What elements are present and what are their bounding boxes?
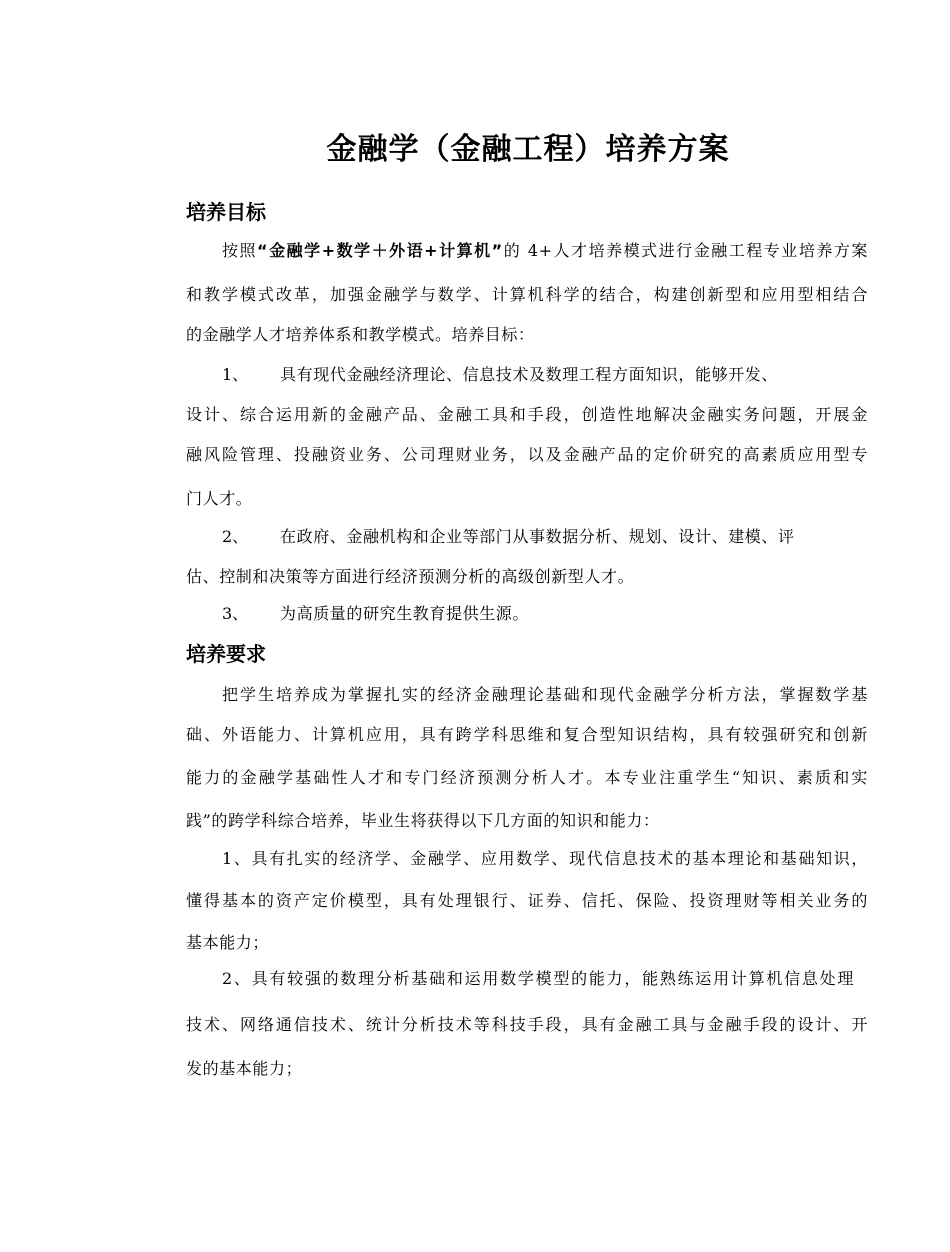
goal-intro-line1	[222, 238, 868, 261]
req-para2-line1: 1、具有扎实的经济学、金融学、应用数学、现代信息技术的基本理论和基础知识，	[222, 849, 868, 868]
goal-item-1-line4: 门人才。	[186, 489, 253, 508]
goal-item-2-line1: 在政府、金融机构和企业等部门从事数据分析、规划、设计、建模、评	[280, 527, 795, 546]
req-para1-line2: 础、外语能力、计算机应用，具有跨学科思维和复合型知识结构，具有较强研究和创新	[186, 725, 868, 744]
document-title: 金融学（金融工程）培养方案	[326, 132, 730, 167]
req-para2-line3: 基本能力；	[186, 933, 270, 952]
req-para3-line1: 2、具有较强的数理分析基础和运用数学模型的能力，能熟练运用计算机信息处理	[222, 969, 854, 988]
goal-item-3-number: 3、	[222, 604, 249, 623]
goal-item-1-line2: 设计、综合运用新的金融产品、金融工具和手段，创造性地解决金融实务问题，开展金	[186, 405, 868, 424]
req-para1-line4: 践”的跨学科综合培养，毕业生将获得以下几方面的知识和能力：	[186, 811, 660, 830]
section-heading-goal: 培养目标	[186, 200, 266, 224]
goal-intro-line3: 的金融学人才培养体系和教学模式。培养目标：	[186, 325, 535, 344]
goal-intro-rest: 的 4+人才培养模式进行金融工程专业培养方案	[502, 241, 868, 260]
goal-item-1-line3: 融风险管理、投融资业务、公司理财业务，以及金融产品的定价研究的高素质应用型专	[186, 445, 868, 464]
goal-item-1-line1: 具有现代金融经济理论、信息技术及数理工程方面知识，能够开发、	[280, 365, 779, 384]
req-para1-line1: 把学生培养成为掌握扎实的经济金融理论基础和现代金融学分析方法，掌握数学基	[222, 685, 868, 704]
req-para3-line2: 技术、网络通信技术、统计分析技术等科技手段，具有金融工具与金融手段的设计、开	[186, 1015, 868, 1034]
section-heading-requirements: 培养要求	[186, 642, 266, 666]
req-para2-line2: 懂得基本的资产定价模型，具有处理银行、证券、信托、保险、投资理财等相关业务的	[186, 891, 868, 910]
goal-intro-bold: “金融学+数学＋外语+计算机”	[257, 241, 503, 260]
goal-intro-line2: 和教学模式改革，加强金融学与数学、计算机科学的结合，构建创新型和应用型相结合	[186, 285, 868, 304]
goal-item-1-number: 1、	[222, 365, 249, 384]
req-para3-line3: 发的基本能力；	[186, 1059, 303, 1078]
req-para1-line3: 能力的金融学基础性人才和专门经济预测分析人才。本专业注重学生“知识、素质和实	[186, 768, 868, 787]
goal-item-2-line2: 估、控制和决策等方面进行经济预测分析的高级创新型人才。	[186, 567, 635, 586]
goal-item-3-line1: 为高质量的研究生教育提供生源。	[280, 604, 530, 623]
goal-intro-prefix: 按照	[222, 241, 258, 260]
goal-item-2-number: 2、	[222, 527, 249, 546]
